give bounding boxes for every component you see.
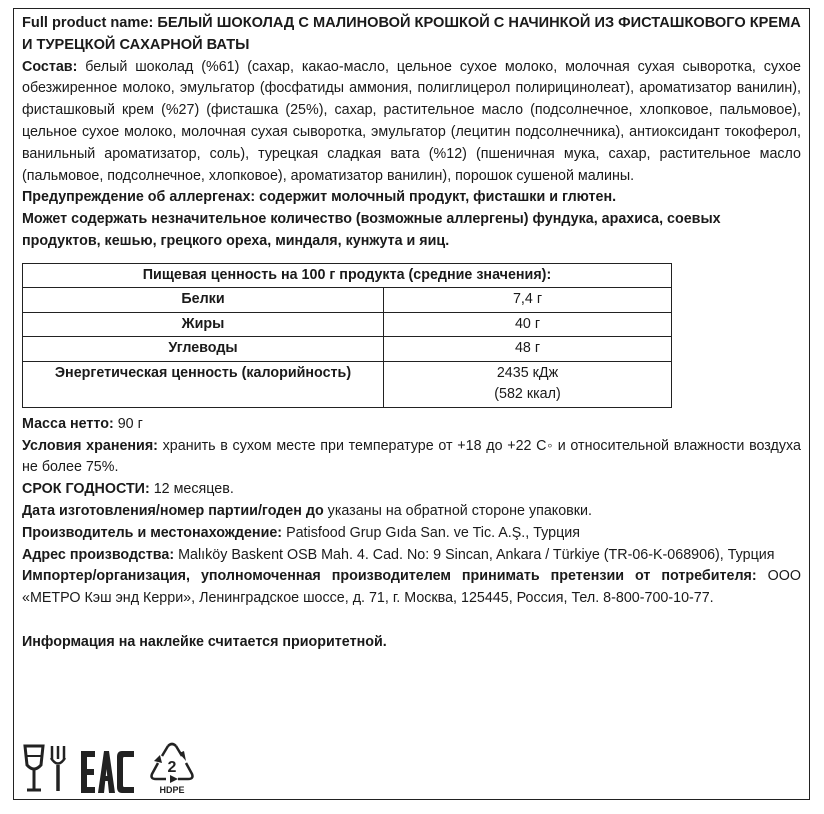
nutrient-value: 7,4 г bbox=[384, 288, 672, 313]
composition-text: белый шоколад (%61) (сахар, какао-масло, цельное сухое молоко, молочная сухая сыворотка, сухое обезжиренное молоко, эмульгатор (фосфатиды аммония, полиглицерол полирицинолеат), ароматизатор ванилин), фисташковый крем (%27) (фисташка (25%), сахар, растительное масло (подсолнечное, хлопковое, пальмовое), цельное сухое молоко, молочная сухая сыворотка, эмульгатор (лецитин подсолнечника), антиоксидант токоферол, ванильный ароматизатор, соль), турецкая сладкая вата (%12) (пшеничная мука, сахар, растительное масло (пальмовое, подсолнечное, хлопковое), ароматизатор ванилин), порошок сушеной малины. bbox=[22, 58, 801, 184]
manufacturer-label: Производитель и местонахождение: bbox=[22, 524, 283, 541]
production-address-label: Адрес производства: bbox=[22, 546, 175, 563]
product-label bbox=[13, 8, 810, 800]
production-date bbox=[22, 501, 801, 523]
product-name-label: Full product name: bbox=[22, 15, 154, 31]
shelf-life-label: СРОК ГОДНОСТИ: bbox=[22, 481, 150, 498]
shelf-life bbox=[22, 479, 801, 501]
production-address-value: Malıköy Baskent OSB Mah. 4. Cad. No: 9 Sincan, Ankara / Türkiye (TR-06-K-068906), Турция bbox=[178, 546, 775, 563]
composition-label: Состав: bbox=[22, 58, 78, 75]
nutrient-value: 40 г bbox=[384, 312, 672, 337]
composition bbox=[22, 57, 801, 188]
recycle-code: HDPE bbox=[159, 785, 185, 795]
glass-fork-icon bbox=[22, 743, 68, 795]
product-name-value: БЕЛЫЙ ШОКОЛАД С МАЛИНОВОЙ КРОШКОЙ С НАЧИНКОЙ ИЗ ФИСТАШКОВОГО КРЕМА И ТУРЕЦКОЙ САХАРНОЙ ВАТЫ bbox=[22, 15, 801, 53]
table-row bbox=[23, 312, 672, 337]
energy-kj: 2435 кДж bbox=[496, 364, 559, 381]
importer bbox=[22, 566, 801, 610]
production-address bbox=[22, 545, 801, 567]
net-weight-label: Масса нетто: bbox=[22, 415, 114, 432]
recycle-number: 2 bbox=[167, 759, 177, 776]
net-weight bbox=[22, 414, 801, 436]
manufacturer bbox=[22, 523, 801, 545]
importer-value: ООО «МЕТРО Кэш энд Керри», Ленинградское шоссе, д. 71, г. Москва, 125445, Россия, Тел. 8-800-700-10-77. bbox=[22, 568, 801, 607]
nutrition-header: Пищевая ценность на 100 г продукта (средние значения): bbox=[23, 263, 672, 288]
allergen-may-contain: Может содержать незначительное количество (возможные аллергены) фундука, арахиса, соевых продуктов, кешью, грецкого ореха, миндаля, кунжута и яиц. bbox=[22, 211, 721, 249]
net-weight-value: 90 г bbox=[117, 415, 143, 432]
sticker-note: Информация на наклейке считается приоритетной. bbox=[22, 633, 387, 650]
product-name bbox=[22, 13, 801, 57]
eac-mark-icon bbox=[80, 749, 136, 795]
energy-kcal: (582 ккал) bbox=[494, 386, 561, 403]
nutrient-value: 48 г bbox=[384, 337, 672, 362]
storage-value: хранить в сухом месте при температуре от +18 до +22 С◦ и относительной влажности воздуха не более 75%. bbox=[22, 437, 801, 476]
manufacturer-value: Patisfood Grup Gıda San. ve Tic. A.Ş., Турция bbox=[286, 524, 580, 541]
table-row bbox=[23, 361, 672, 407]
spacer bbox=[22, 610, 801, 632]
storage-conditions bbox=[22, 436, 801, 480]
allergen-warning: Предупреждение об аллергенах: содержит молочный продукт, фисташки и глютен. bbox=[22, 189, 617, 206]
nutrient-name: Углеводы bbox=[23, 337, 384, 362]
nutrient-name: Белки bbox=[23, 288, 384, 313]
production-date-value: указаны на обратной стороне упаковки. bbox=[327, 502, 592, 519]
nutrient-name: Жиры bbox=[23, 312, 384, 337]
recycle-2-hdpe-icon bbox=[148, 741, 196, 795]
shelf-life-value: 12 месяцев. bbox=[153, 481, 234, 498]
importer-label: Импортер/организация, уполномоченная производителем принимать претензии от потребителя: bbox=[22, 568, 757, 585]
production-date-label: Дата изготовления/номер партии/годен до bbox=[22, 502, 324, 519]
certification-icons bbox=[22, 741, 196, 795]
nutrient-name: Энергетическая ценность (калорийность) bbox=[23, 361, 384, 407]
table-row bbox=[23, 288, 672, 313]
nutrient-value bbox=[384, 361, 672, 407]
nutrition-table bbox=[22, 263, 672, 408]
storage-label: Условия хранения: bbox=[22, 437, 158, 454]
table-row bbox=[23, 337, 672, 362]
